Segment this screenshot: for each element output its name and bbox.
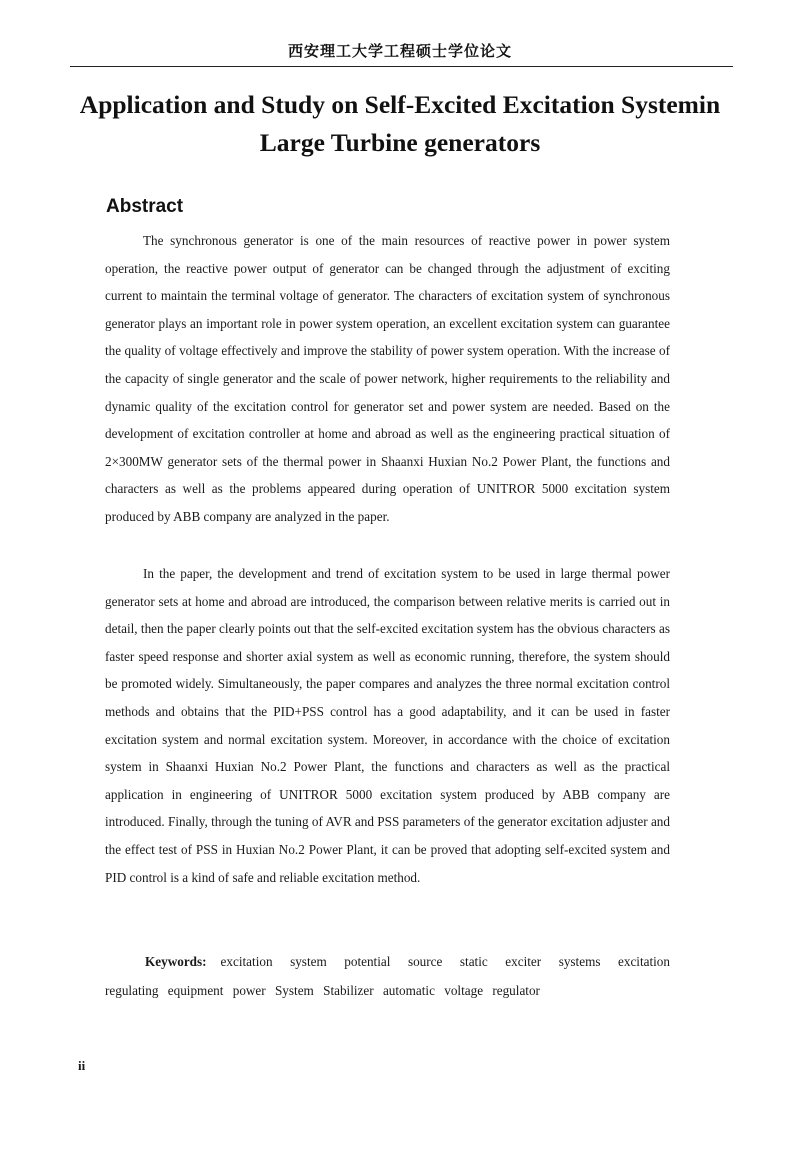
running-header: 西安理工大学工程硕士学位论文 [287,42,512,60]
keywords-section [105,947,670,1005]
abstract-heading: Abstract [106,196,184,217]
abstract-paragraph-1: The synchronous generator is one of the main resources of reactive power in power system operation, the reactive power output of generator can be changed through the adjustment of exciting current to maintain the terminal voltage of generator. The characters of excitation system of synchronous generator plays an important role in power system operation, an excellent excitation system can guarantee the quality of voltage effectively and improve the stability of power system operation. With the increase of the capacity of single generator and the scale of power network, higher requirements to the reliability and dynamic quality of the excitation control for generator set and power system are needed. Based on the development of excitation controller at home and abroad as well as the engineering practical situation of 2×300MW generator sets of the thermal power in Shaanxi Huxian No.2 Power Plant, the functions and characters as well as the problems appeared during operation of UNITROR 5000 excitation system produced by ABB company are analyzed in the paper. [105,233,670,524]
header-rule [70,66,733,67]
paper-title-line-2: Large Turbine generators [259,128,541,157]
keywords-label: Keywords: [145,954,207,969]
keywords-text: excitation system potential source static exciter systems excitation regulating equipment power System Stabilizer automatic voltage regulator [105,954,670,998]
paper-title-line-1: Application and Study on Self-Excited Excitation Systemin [79,90,721,119]
abstract-paragraph-2: In the paper, the development and trend of excitation system to be used in large thermal power generator sets at home and abroad are introduced, the comparison between relative merits is carried out in detail, then the paper clearly points out that the self-excited excitation system has the obvious characters as faster speed response and shorter axial system as well as economic running, therefore, the system should be promoted widely. Simultaneously, the paper compares and analyzes the three normal excitation control methods and obtains that the PID+PSS control has a good adaptability, and it can be used in faster excitation system and normal excitation system. Moreover, in accordance with the choice of excitation system in Shaanxi Huxian No.2 Power Plant, the functions and characters as well as the practical application in engineering of UNITROR 5000 excitation system produced by ABB company are introduced. Finally, through the tuning of AVR and PSS parameters of the generator excitation adjuster and the effect test of PSS in Huxian No.2 Power Plant, it can be proved that adopting self-excited system and PID control is a kind of safe and reliable excitation method. [105,566,670,885]
page-number: ii [78,1058,86,1073]
paper-title [40,86,760,162]
